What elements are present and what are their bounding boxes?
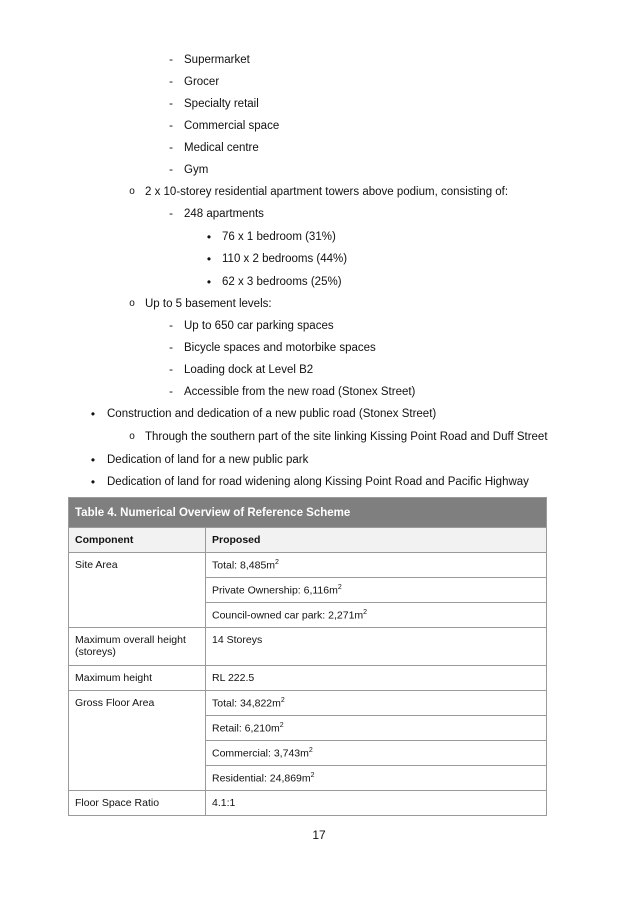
value-text: Total: 34,822m	[212, 697, 281, 710]
table-row	[69, 553, 547, 578]
superscript: 2	[275, 559, 279, 566]
table-row	[69, 628, 547, 666]
circle-bullet-icon: o	[129, 298, 135, 309]
column-header-component: Component	[69, 528, 206, 553]
row-label: Maximum overall height (storeys)	[69, 628, 206, 666]
list-item-text: Bicycle spaces and motorbike spaces	[184, 342, 376, 354]
row-label: Gross Floor Area	[69, 691, 206, 791]
bullet-icon: •	[90, 407, 96, 421]
row-label: Maximum height	[69, 666, 206, 691]
value-text: Council-owned car park: 2,271m	[212, 609, 364, 622]
superscript: 2	[279, 722, 284, 729]
list-item-text: Dedication of land for road widening along Kissing Point Road and Pacific Highway	[107, 476, 529, 488]
bullet-icon: •	[206, 252, 212, 266]
list-item-text: Specialty retail	[184, 98, 259, 110]
dash-marker: -	[169, 320, 173, 332]
row-label: Floor Space Ratio	[69, 791, 206, 816]
list-item-text: 2 x 10-storey residential apartment towers above podium, consisting of:	[145, 186, 509, 198]
dash-marker: -	[169, 164, 173, 176]
table-row	[69, 691, 547, 716]
value-text: Retail: 6,210m	[212, 722, 280, 735]
list-item-text: Dedication of land for a new public park	[107, 454, 309, 466]
list-item-text: Grocer	[184, 76, 220, 88]
list-item-text: Gym	[184, 164, 209, 176]
table-row	[69, 791, 547, 816]
circle-bullet-icon: o	[129, 186, 135, 197]
table-header-row	[69, 528, 547, 553]
row-value	[206, 766, 547, 791]
table-caption-row	[69, 498, 547, 528]
table-caption: Table 4. Numerical Overview of Reference Scheme	[69, 498, 547, 528]
dash-marker: -	[169, 120, 173, 132]
value-text: Total: 8,485m	[212, 559, 276, 572]
superscript: 2	[310, 772, 315, 779]
list-item-text: 248 apartments	[184, 208, 264, 220]
list-item-text: Medical centre	[184, 142, 259, 154]
superscript: 2	[280, 697, 285, 704]
value-text: Private Ownership: 6,116m	[212, 584, 338, 597]
row-value	[206, 691, 547, 716]
list-item-text: Commercial space	[184, 120, 280, 132]
row-value	[206, 716, 547, 741]
superscript: 2	[308, 747, 313, 754]
row-value: 14 Storeys	[206, 628, 547, 666]
dash-marker: -	[169, 208, 173, 220]
bullet-icon: •	[90, 475, 96, 489]
dash-marker: -	[169, 142, 173, 154]
list-item-text: Supermarket	[184, 54, 250, 66]
value-text: Commercial: 3,743m	[212, 747, 309, 760]
row-value	[206, 603, 547, 628]
row-value	[206, 553, 547, 578]
dash-marker: -	[169, 54, 173, 66]
row-label: Site Area	[69, 553, 206, 628]
superscript: 2	[363, 609, 368, 616]
row-value	[206, 741, 547, 766]
list-item-text: 76 x 1 bedroom (31%)	[222, 231, 336, 243]
dash-marker: -	[169, 98, 173, 110]
list-item-text: Up to 650 car parking spaces	[184, 320, 334, 332]
row-value	[206, 578, 547, 603]
dash-marker: -	[169, 386, 173, 398]
row-value: 4.1:1	[206, 791, 547, 816]
reference-scheme-table	[68, 497, 547, 816]
superscript: 2	[337, 584, 342, 591]
dash-marker: -	[169, 364, 173, 376]
row-value: RL 222.5	[206, 666, 547, 691]
list-item-text: Up to 5 basement levels:	[145, 298, 272, 310]
page-number: 17	[312, 828, 326, 842]
dash-marker: -	[169, 76, 173, 88]
table-row	[69, 666, 547, 691]
bullet-icon: •	[206, 230, 212, 244]
list-item-text: Construction and dedication of a new public road (Stonex Street)	[107, 408, 437, 420]
bullet-icon: •	[90, 453, 96, 467]
list-item-text: Through the southern part of the site linking Kissing Point Road and Duff Street	[145, 431, 548, 443]
list-item-text: 110 x 2 bedrooms (44%)	[222, 253, 348, 265]
bullet-icon: •	[206, 275, 212, 289]
list-item-text: Loading dock at Level B2	[184, 364, 314, 376]
dash-marker: -	[169, 342, 173, 354]
list-item-text: Accessible from the new road (Stonex Street)	[184, 386, 416, 398]
list-item-text: 62 x 3 bedrooms (25%)	[222, 276, 342, 288]
value-text: Residential: 24,869m	[212, 772, 311, 785]
circle-bullet-icon: o	[129, 431, 135, 442]
column-header-proposed: Proposed	[206, 528, 547, 553]
